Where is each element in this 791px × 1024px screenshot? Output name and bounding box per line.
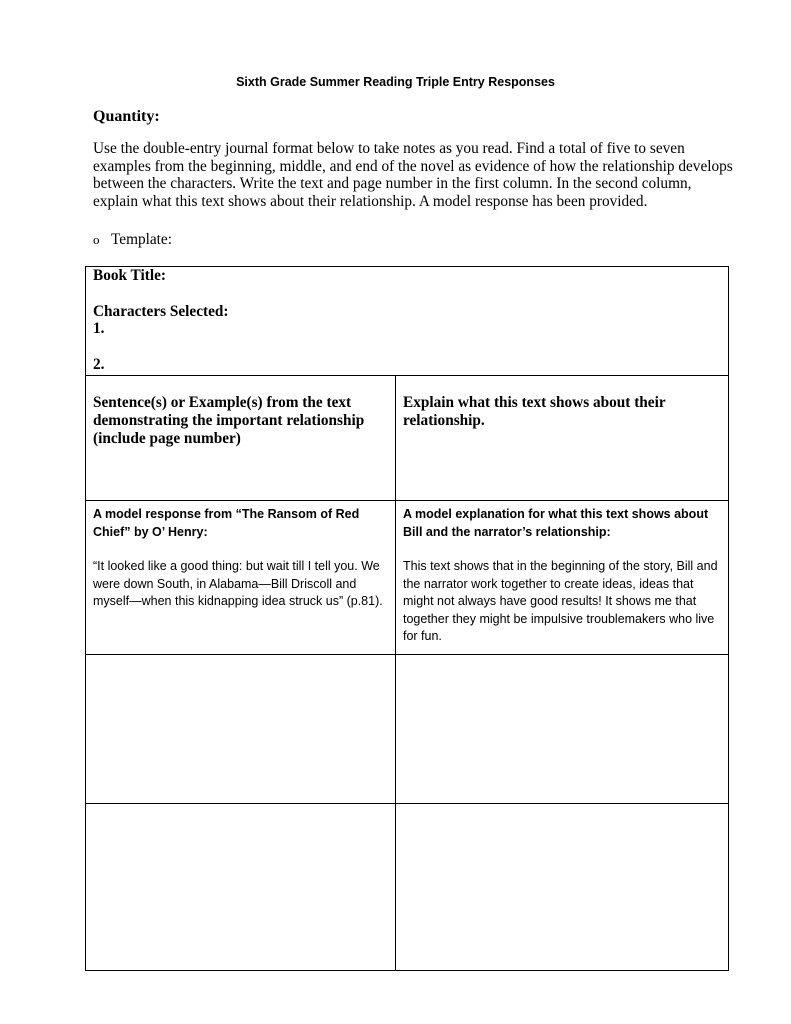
character-1-label: 1. (93, 320, 105, 337)
book-title-label: Book Title: (93, 267, 166, 284)
document-title: Sixth Grade Summer Reading Triple Entry Responses (236, 75, 555, 89)
entry-text-cell[interactable] (86, 655, 396, 804)
model-left-text: “It looked like a good thing: but wait till I tell you. We were down South, in Alabama—Bill Driscoll and myself—when this kidnapping idea struck us” (p.81). (93, 559, 383, 608)
entry-text-cell[interactable] (86, 804, 396, 971)
bullet-icon: o (93, 232, 100, 247)
spacer (93, 285, 721, 303)
model-right-cell (396, 501, 729, 655)
entry-explanation-cell[interactable] (396, 655, 729, 804)
model-row (86, 501, 729, 655)
journal-table (85, 266, 729, 971)
book-info-cell[interactable] (86, 267, 729, 376)
spacer (93, 338, 721, 356)
entry-row (86, 655, 729, 804)
instructions-paragraph: Use the double-entry journal format below to take notes as you read. Find a total of five to seven examples from the beginning, middle, and end of the novel as evidence of how the relationship develops between the characters. Write the text and page number in the first column. In the second column, explain what this text shows about their relationship. A model response has been provided. (93, 140, 733, 210)
model-left-heading: A model response from “The Ransom of Red Chief” by O’ Henry: (93, 507, 360, 539)
model-right-heading: A model explanation for what this text shows about Bill and the narrator’s relationship: (403, 507, 709, 539)
entry-explanation-cell[interactable] (396, 804, 729, 971)
model-right-text: This text shows that in the beginning of the story, Bill and the narrator work together to create ideas, ideas that might not always have good results! It shows me that together they might be impulsive troublemakers who live for fun. (403, 559, 718, 643)
book-info-row (86, 267, 729, 376)
entry-row (86, 804, 729, 971)
quantity-heading: Quantity: (93, 108, 160, 125)
template-line (93, 231, 172, 249)
column-heading-row (86, 376, 729, 501)
template-label: Template: (111, 231, 172, 248)
character-2-label: 2. (93, 355, 105, 373)
col2-heading: Explain what this text shows about their relationship. (396, 376, 729, 501)
characters-label: Characters Selected: (93, 302, 229, 320)
col1-heading: Sentence(s) or Example(s) from the text demonstrating the important relationship (include page number) (86, 376, 396, 501)
model-left-cell (86, 501, 396, 655)
